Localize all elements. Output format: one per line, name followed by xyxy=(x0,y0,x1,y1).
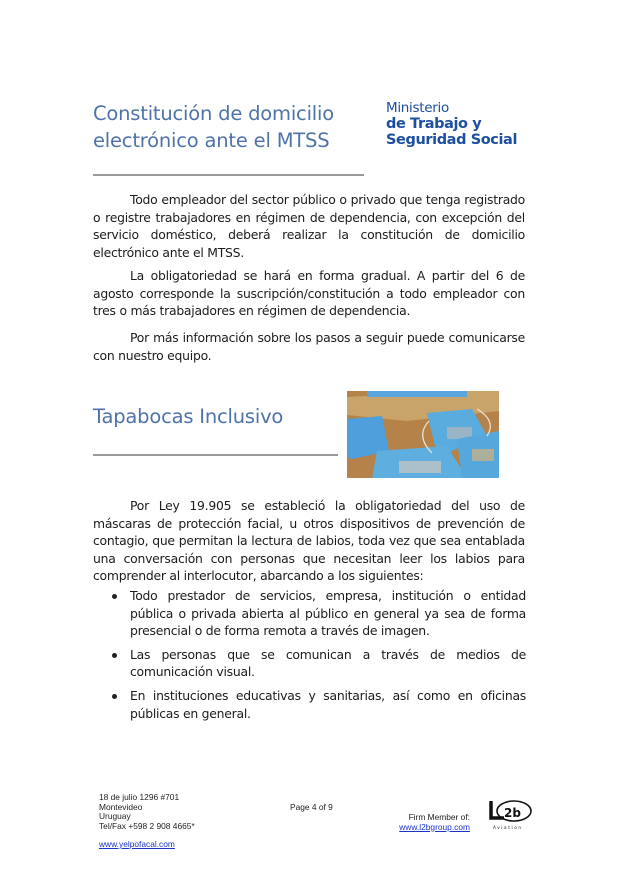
paragraph-law: Por Ley 19.905 se estableció la obligatoriedad del uso de máscaras de protección facial, u otros dispositivos de prevención de contagio, que permitan la lectura de labios, toda vez que sea entablada una conversación con personas que necesitan leer los labios para comprender al interlocutor, abarcando a los siguientes: xyxy=(93,498,525,584)
svg-text:2b: 2b xyxy=(504,806,521,820)
section-heading-tapabocas: Tapabocas Inclusivo xyxy=(93,405,284,428)
list-item xyxy=(130,687,526,722)
firm-member-label: Firm Member of: xyxy=(408,812,470,822)
list-item-text: En instituciones educativas y sanitarias, así como en oficinas públicas en general. xyxy=(130,687,526,721)
bullet-icon xyxy=(112,653,117,658)
firm-member xyxy=(398,813,470,832)
list-item-text: Todo prestador de servicios, empresa, institución o entidad pública o privada abierta al público en general ya sea de forma presencial o de forma remota a través de imagen. xyxy=(130,588,526,639)
address-city: Montevideo xyxy=(99,801,143,812)
address-country: Uruguay xyxy=(99,811,131,822)
firm-website-link[interactable]: www.l2bgroup.com xyxy=(399,821,470,832)
heading-line-1: Constitución de domicilio xyxy=(93,102,334,125)
address-street: 18 de julio 1296 #701 xyxy=(99,792,180,802)
paragraph-registration: Todo empleador del sector público o privado que tenga registrado o registre trabajadores en régimen de dependencia, con excepción del servicio doméstico, deberá realizar la constitución de domicilio electrónico ante el MTSS. xyxy=(93,192,525,260)
ministry-logo xyxy=(386,101,517,148)
address-phone: Tel/Fax +598 2 908 4665* xyxy=(99,820,195,831)
page-indicator: Page 4 of 9 xyxy=(290,802,333,812)
heading-divider-2 xyxy=(93,454,338,456)
website-link[interactable]: www.yelpofacal.com xyxy=(99,839,175,849)
heading-divider xyxy=(93,174,364,176)
list-item xyxy=(130,646,526,681)
bullet-icon xyxy=(112,594,117,599)
list-item-text: Las personas que se comunican a través de medios de comunicación visual. xyxy=(130,646,526,680)
paragraph-contact: Por más información sobre los pasos a seguir puede comunicarse con nuestro equipo. xyxy=(93,330,525,363)
bullet-list xyxy=(130,587,526,728)
ministry-logo-line-3: Seguridad Social xyxy=(386,132,518,148)
ministry-logo-line-1: Ministerio xyxy=(386,100,449,116)
footer-website xyxy=(99,840,175,850)
masks-photo-icon xyxy=(347,391,499,478)
ministry-logo-line-2: de Trabajo y xyxy=(386,116,482,132)
svg-text:Aviation: Aviation xyxy=(493,825,523,830)
l2b-logo-icon xyxy=(486,798,536,832)
bullet-icon xyxy=(112,694,117,699)
l2b-logo xyxy=(486,798,536,832)
list-item xyxy=(130,587,526,640)
masks-photo xyxy=(347,391,499,478)
section-heading-domicilio xyxy=(93,101,334,154)
heading-line-2: electrónico ante el MTSS xyxy=(93,129,330,152)
footer-address xyxy=(99,793,195,831)
paragraph-gradual: La obligatoriedad se hará en forma gradual. A partir del 6 de agosto corresponde la suscripción/constitución a todo empleador con tres o más trabajadores en régimen de dependencia. xyxy=(93,268,525,319)
